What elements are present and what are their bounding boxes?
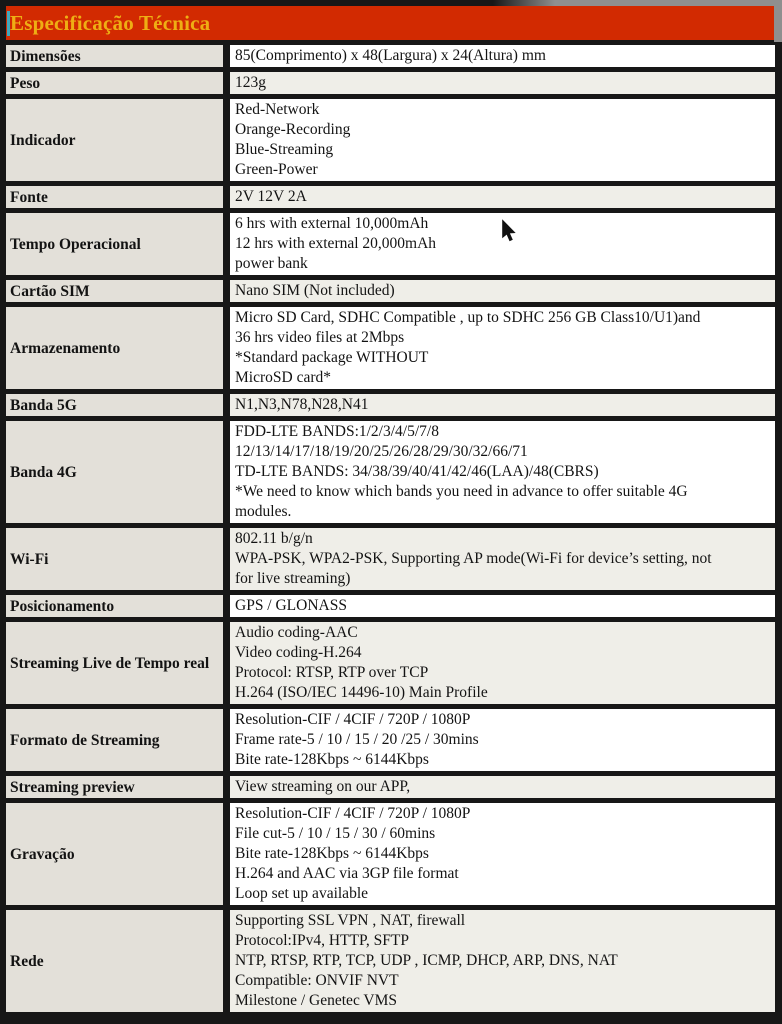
spec-value-line: GPS / GLONASS [235,597,347,614]
spec-value-line: Frame rate-5 / 10 / 15 / 20 /25 / 30mins [235,731,479,748]
spec-value-line: NTP, RTSP, RTP, TCP, UDP , ICMP, DHCP, ARP, DNS, NAT [235,952,618,969]
spec-value-line: MicroSD card* [235,369,331,386]
spec-value [230,709,775,771]
table-title-bar [6,6,775,40]
spec-label: Streaming preview [6,776,223,798]
spec-value-line: Milestone / Genetec VMS [235,992,398,1009]
spec-value-line: Resolution-CIF / 4CIF / 720P / 1080P [235,711,471,728]
spec-value-line: Video coding-H.264 [235,644,362,661]
spec-value-line: Compatible: ONVIF NVT [235,972,399,989]
spec-value-line: 85(Comprimento) x 48(Largura) x 24(Altura) mm [235,47,546,64]
spec-value-line: Resolution-CIF / 4CIF / 720P / 1080P [235,805,471,822]
spec-value-line: Audio coding-AAC [235,624,358,641]
spec-label: Dimensões [6,45,223,67]
table-row [6,622,775,704]
table-top-border [0,0,782,6]
spec-label: Posicionamento [6,595,223,617]
spec-value-line: 6 hrs with external 10,000mAh [235,215,429,232]
table-row [6,45,775,67]
spec-value-line: File cut-5 / 10 / 15 / 30 / 60mins [235,825,436,842]
spec-label: Streaming Live de Tempo real [6,622,223,704]
spec-value-line: 36 hrs video files at 2Mbps [235,329,405,346]
spec-value [230,99,775,181]
table-row [6,99,775,181]
spec-value [230,394,775,416]
spec-value [230,910,775,1012]
spec-value-line: *We need to know which bands you need in advance to offer suitable 4G [235,483,688,500]
table-row [6,72,775,94]
spec-value [230,776,775,798]
spec-value-line: Orange-Recording [235,121,351,138]
spec-value [230,622,775,704]
table-row [6,803,775,905]
spec-label: Wi-Fi [6,528,223,590]
spec-value [230,595,775,617]
table-row [6,394,775,416]
spec-value-line: WPA-PSK, WPA2-PSK, Supporting AP mode(Wi-Fi for device’s setting, not [235,550,712,567]
spec-value-line: Red-Network [235,101,320,118]
spec-value-line: Nano SIM (Not included) [235,282,395,299]
spec-label: Indicador [6,99,223,181]
spec-value [230,45,775,67]
spec-value [230,307,775,389]
spec-value [230,213,775,275]
table-row [6,528,775,590]
spec-value [230,280,775,302]
spec-value-line: FDD-LTE BANDS:1/2/3/4/5/7/8 [235,423,439,440]
spec-value-line: 12/13/14/17/18/19/20/25/26/28/29/30/32/66/71 [235,443,528,460]
spec-label: Armazenamento [6,307,223,389]
spec-value-line: 12 hrs with external 20,000mAh [235,235,437,252]
table-row [6,213,775,275]
spec-label: Banda 4G [6,421,223,523]
spec-value-line: *Standard package WITHOUT [235,349,429,366]
spec-value-line: Bite rate-128Kbps ~ 6144Kbps [235,845,429,862]
spec-value-line: TD-LTE BANDS: 34/38/39/40/41/42/46(LAA)/48(CBRS) [235,463,599,480]
table-top-right-border [774,0,782,42]
spec-value [230,186,775,208]
table-row [6,280,775,302]
spec-value-line: Supporting SSL VPN , NAT, firewall [235,912,466,929]
spec-label: Fonte [6,186,223,208]
spec-label: Banda 5G [6,394,223,416]
spec-value-line: Protocol:IPv4, HTTP, SFTP [235,932,409,949]
spec-value-line: Loop set up available [235,885,368,902]
spec-value-line: modules. [235,503,292,520]
spec-value-line: View streaming on our APP, [235,778,411,795]
table-row [6,709,775,771]
table-row [6,910,775,1012]
table-row [6,186,775,208]
spec-label: Formato de Streaming [6,709,223,771]
table-row [6,421,775,523]
table-row [6,307,775,389]
spec-value [230,803,775,905]
spec-value-line: 802.11 b/g/n [235,530,313,547]
spec-value-line: N1,N3,N78,N28,N41 [235,396,369,413]
spec-value-line: H.264 and AAC via 3GP file format [235,865,459,882]
spec-value-line: power bank [235,255,308,272]
spec-label: Rede [6,910,223,1012]
spec-value-line: H.264 (ISO/IEC 14496-10) Main Profile [235,684,488,701]
spec-value-line: Green-Power [235,161,318,178]
spec-value-line: Bite rate-128Kbps ~ 6144Kbps [235,751,429,768]
page-title: Especificação Técnica [10,11,211,35]
spec-value-line: 123g [235,74,266,91]
spec-value-line: for live streaming) [235,570,351,587]
spec-table [6,45,775,1012]
spec-value-line: Blue-Streaming [235,141,334,158]
spec-value [230,421,775,523]
spec-label: Tempo Operacional [6,213,223,275]
spec-value-line: Protocol: RTSP, RTP over TCP [235,664,429,681]
spec-value [230,72,775,94]
spec-value-line: 2V 12V 2A [235,188,307,205]
table-row [6,595,775,617]
spec-value-line: Micro SD Card, SDHC Compatible , up to SDHC 256 GB Class10/U1)and [235,309,701,326]
spec-label: Peso [6,72,223,94]
spec-value [230,528,775,590]
spec-label: Gravação [6,803,223,905]
table-row [6,776,775,798]
spec-label: Cartão SIM [6,280,223,302]
